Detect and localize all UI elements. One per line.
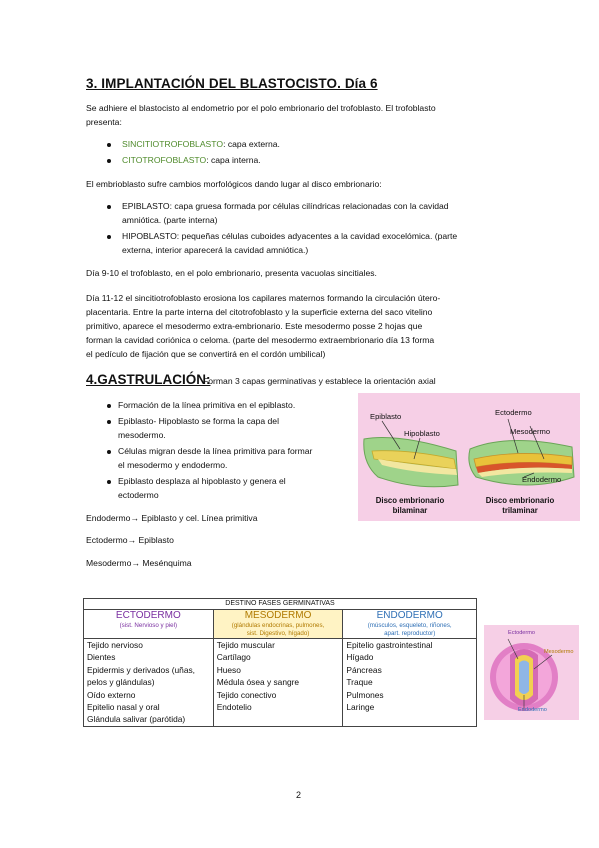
section-3-title: 3. IMPLANTACIÓN DEL BLASTOCISTO. Día 6 [86,76,378,91]
sincitiotrofoblasto-desc: : capa externa. [223,139,280,149]
label-hipoblasto: Hipoblasto [404,429,440,438]
relation-ectodermo: Ectodermo→ Epiblasto [86,535,174,545]
embryo-label-mesodermo: Mesodermo [544,649,574,655]
table-item: Páncreas [346,664,382,675]
relation-mesodermo: Mesodermo→ Mesénquima [86,558,192,568]
table-item: Tejido nervioso [87,640,143,650]
embryo-section-illustration [484,625,579,720]
label-epiblasto: Epiblasto [370,412,402,421]
endodermo-subtitle: (músculos, esqueleto, riñones, [367,622,452,629]
embryonic-disc-figure [358,393,580,521]
endodermo-title: ENDODERMO [376,610,443,621]
endodermo-cell [343,639,477,727]
gastrulacion-bullet: Epiblasto desplaza al hipoblasto y genera el [118,476,286,486]
mesodermo-subtitle-2: sist. Digestivo, hígado) [246,630,310,637]
hipoblasto-line-1: HIPOBLASTO: pequeñas células cuboides adyacentes a la cavidad exocelómica. (parte [122,231,458,241]
dia-11-12-line: Día 11-12 el sincitiotrofoblasto erosiona los capilares maternos formando la circulación útero- [86,293,441,303]
hipoblasto-line-2: externa, interior aparecerá la cavidad amniótica.) [122,245,309,255]
table-item: Dientes [87,652,116,663]
sincitiotrofoblasto-item [122,137,280,151]
caption-trilaminar-line-1: Disco embrionario [485,496,555,505]
table-item: Glándula salivar (parótida) [87,714,186,725]
bullet-dot [107,480,111,484]
dia-9-10-paragraph: Día 9-10 el trofoblasto, en el polo embrionario, presenta vacuolas sincitiales. [86,268,377,278]
ectodermo-cell [84,639,214,727]
gastrulacion-bullet: mesodermo. [118,430,166,440]
table-item: Endotelio [216,702,252,713]
bullet-dot [107,404,111,408]
table-item: Hígado [346,652,374,663]
embrioblasto-intro: El embrioblasto sufre cambios morfológicos dando lugar al disco embrionario: [86,179,382,189]
bullet-dot [107,159,111,163]
bullet-dot [107,450,111,454]
endodermo-subtitle-2: apart. reproductor) [384,630,436,637]
caption-trilaminar [472,496,568,516]
table-item: Cartílago [216,652,251,663]
gastrulacion-bullet: Células migran desde la línea primitiva para formar [118,446,313,456]
table-item: Epitelio nasal y oral [87,702,160,713]
label-mesodermo: Mesodermo [510,427,551,436]
epiblasto-line-1: EPIBLASTO: capa gruesa formada por células cilíndricas relacionadas con la cavidad [122,201,449,211]
mesodermo-subtitle: (glándulas endocrinas, pulmones, [231,622,325,629]
section-4-subtitle: Forman 3 capas germinativas y establece la orientación axial [203,376,436,386]
table-item: Médula ósea y sangre [216,677,300,688]
caption-bilaminar [364,496,456,516]
dia-11-12-line: primitivo, aparece el mesodermo extra-embrionario. Este mesodermo posse 2 hojas que [86,321,423,331]
table-title: DESTINO FASES GERMINATIVAS [84,599,477,610]
citotrofoblasto-item [122,153,261,167]
intro-line-2: presenta: [86,117,122,127]
table-item: Traque [346,677,373,688]
page-number: 2 [296,790,302,800]
citotrofoblasto-term: CITOTROFOBLASTO [122,155,207,165]
embryo-label-endodermo: Endodermo [518,707,547,713]
embryo-section-figure [484,625,579,720]
bullet-dot [107,235,111,239]
gastrulacion-bullet: Epiblasto- Hipoblasto se forma la capa del [118,416,279,426]
section-4-title: 4.GASTRULACIÓN: [86,372,211,387]
citotrofoblasto-desc: : capa interna. [206,155,261,165]
caption-trilaminar-line-2: trilaminar [502,506,538,515]
table-item: Oído externo [87,689,136,700]
table-item: Tejido conectivo [216,689,277,700]
mesodermo-title: MESODERMO [244,610,312,621]
dia-11-12-line: el pedículo de fijación que se convertirá en el cordón umbilical) [86,349,326,359]
table-item: Hueso [216,664,241,675]
gastrulacion-bullet: el mesodermo y endodermo. [118,460,228,470]
label-ectodermo: Ectodermo [495,408,532,417]
column-header-ectodermo [84,610,214,639]
bullet-dot [107,205,111,209]
ectodermo-subtitle: (sist. Nervioso y piel) [119,622,178,629]
relation-endodermo: Endodermo→ Epiblasto y cel. Línea primitiva [86,513,258,523]
column-header-endodermo [343,610,477,639]
gastrulacion-bullet: Formación de la línea primitiva en el epiblasto. [118,400,296,410]
caption-bilaminar-line-1: Disco embrionario [375,496,445,505]
ectodermo-title: ECTODERMO [115,610,181,621]
epiblasto-line-2: amniótica. (parte interna) [122,215,218,225]
dia-11-12-line: forman la cavidad coriónica o celoma. (parte del mesodermo extraembrionario día 13 forma [86,335,435,345]
bullet-dot [107,420,111,424]
column-header-mesodermo [213,610,343,639]
sincitiotrofoblasto-term: SINCITIOTROFOBLASTO [122,139,224,149]
germ-layer-table [83,598,477,727]
table-item: Laringe [346,702,375,713]
dia-11-12-line: placentaria. Entre la parte interna del citotrofoblasto y la superficie externa del saco vitelino [86,307,433,317]
table-item: Epitelio gastrointestinal [346,640,433,650]
table-item: Pulmones [346,689,384,700]
label-endodermo: Endodermo [522,475,562,484]
table-item: pelos y glándulas) [87,677,155,688]
caption-bilaminar-line-2: bilaminar [392,506,428,515]
embryo-label-ectodermo: Ectodermo [508,630,536,636]
gastrulacion-bullet: ectodermo [118,490,159,500]
table-item: Tejido muscular [216,640,275,650]
bullet-dot [107,143,111,147]
table-item: Epidermis y derivados (uñas, [87,664,195,675]
mesodermo-cell [213,639,343,727]
intro-line-1: Se adhiere el blastocisto al endometrio por el polo embrionario del trofoblasto. El trofoblasto [86,103,436,113]
